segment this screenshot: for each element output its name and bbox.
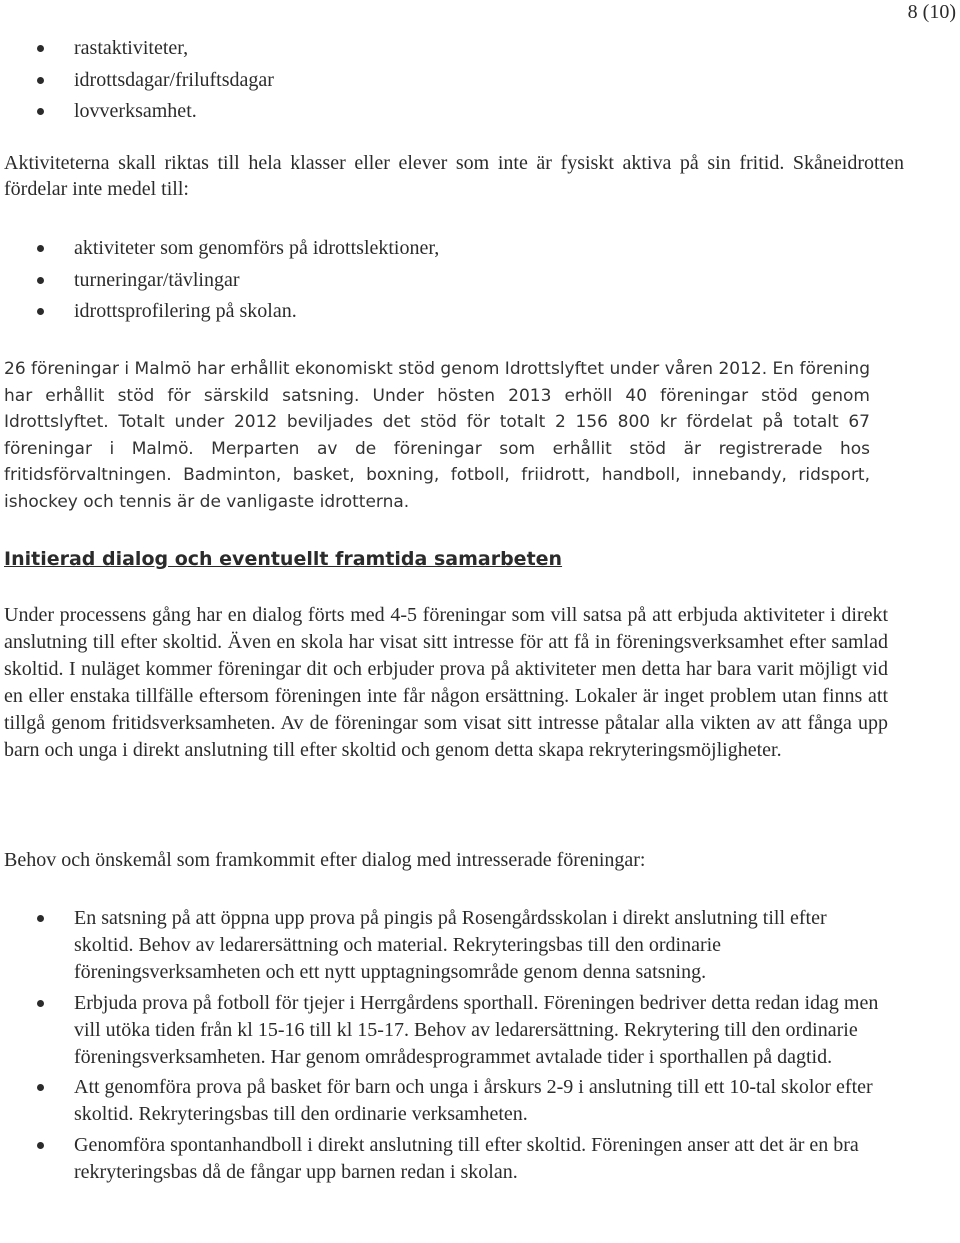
list-item: idrottsdagar/friluftsdagar [4, 65, 954, 97]
list-item: aktiviteter som genomförs på idrottslektioner, [4, 233, 954, 265]
needs-paragraph: Behov och önskemål som framkommit efter dialog med intresserade föreningar: [4, 849, 646, 871]
excluded-list [4, 233, 954, 328]
list-item: turneringar/tävlingar [4, 265, 954, 297]
list-item: lovverksamhet. [4, 96, 954, 128]
page-number: 8 (10) [907, 1, 956, 23]
stats-paragraph: 26 föreningar i Malmö har erhållit ekonomiskt stöd genom Idrottslyftet under våren 2012. En förening har erhållit stöd för särskild satsning. Under hösten 2013 erhöll 40 föreningar stöd genom Idrottslyftet. Totalt under 2012 beviljades det stöd för totalt 2 156 800 kr fördelat på totalt 67 föreningar i Malmö. Merparten av de föreningar som erhållit stöd är registrerade hos fritidsförvaltningen. Badminton, basket, boxning, fotboll, friidrott, handboll, innebandy, ridsport, ishockey och tennis är de vanligaste idrotterna. [4, 359, 870, 512]
list-item: Att genomföra prova på basket för barn och unga i årskurs 2-9 i anslutning till ett 10-tal skolor efter skoltid. Rekryteringsbas till den ordinarie verksamheten. [4, 1074, 890, 1128]
list-item: Erbjuda prova på fotboll för tjejer i Herrgårdens sporthall. Föreningen bedriver detta redan idag men vill utöka tiden från kl 15-16 till kl 15-17. Behov av ledarersättning. Rekrytering till den ordinarie föreningsverksamheten. Har genom områdesprogrammet avtalade tider i sporthallen på dagtid. [4, 990, 890, 1071]
activity-list [4, 33, 954, 128]
needs-list [4, 905, 890, 1189]
list-item: En satsning på att öppna upp prova på pingis på Rosengårdsskolan i direkt anslutning till efter skoltid. Behov av ledarersättning och material. Rekryteringsbas till den ordinarie föreningsverksamheten och ett nytt upptagningsområde genom denna satsning. [4, 905, 890, 986]
list-item: idrottsprofilering på skolan. [4, 296, 954, 328]
section-heading: Initierad dialog och eventuellt framtida samarbeten [4, 548, 563, 570]
dialog-paragraph: Under processens gång har en dialog förts med 4-5 föreningar som vill satsa på att erbjuda aktiviteter i direkt anslutning till efter skoltid. Även en skola har visat sitt intresse för att få in föreningsverksamhet efter samlad skoltid. I nuläget kommer föreningar dit och erbjuder prova på aktiviteter men detta har bara varit möjligt vid en eller enstaka tillfälle eftersom föreningen inte får någon ersättning. Lokaler är inget problem utan finns att tillgå genom fritidsverksamheten. Av de föreningar som visat sitt intresse påtalar alla vikten av att fånga upp barn och unga i direkt anslutning till efter skoltid och genom detta skapa rekryteringsmöjligheter. [4, 604, 888, 762]
list-item: Genomföra spontanhandboll i direkt anslutning till efter skoltid. Föreningen anser att det är en bra rekryteringsbas då de fångar upp barnen redan i skolan. [4, 1132, 890, 1186]
intro-paragraph: Aktiviteterna skall riktas till hela klasser eller elever som inte är fysiskt aktiva på sin fritid. Skåneidrotten fördelar inte medel till: [4, 152, 904, 200]
list-item: rastaktiviteter, [4, 33, 954, 65]
